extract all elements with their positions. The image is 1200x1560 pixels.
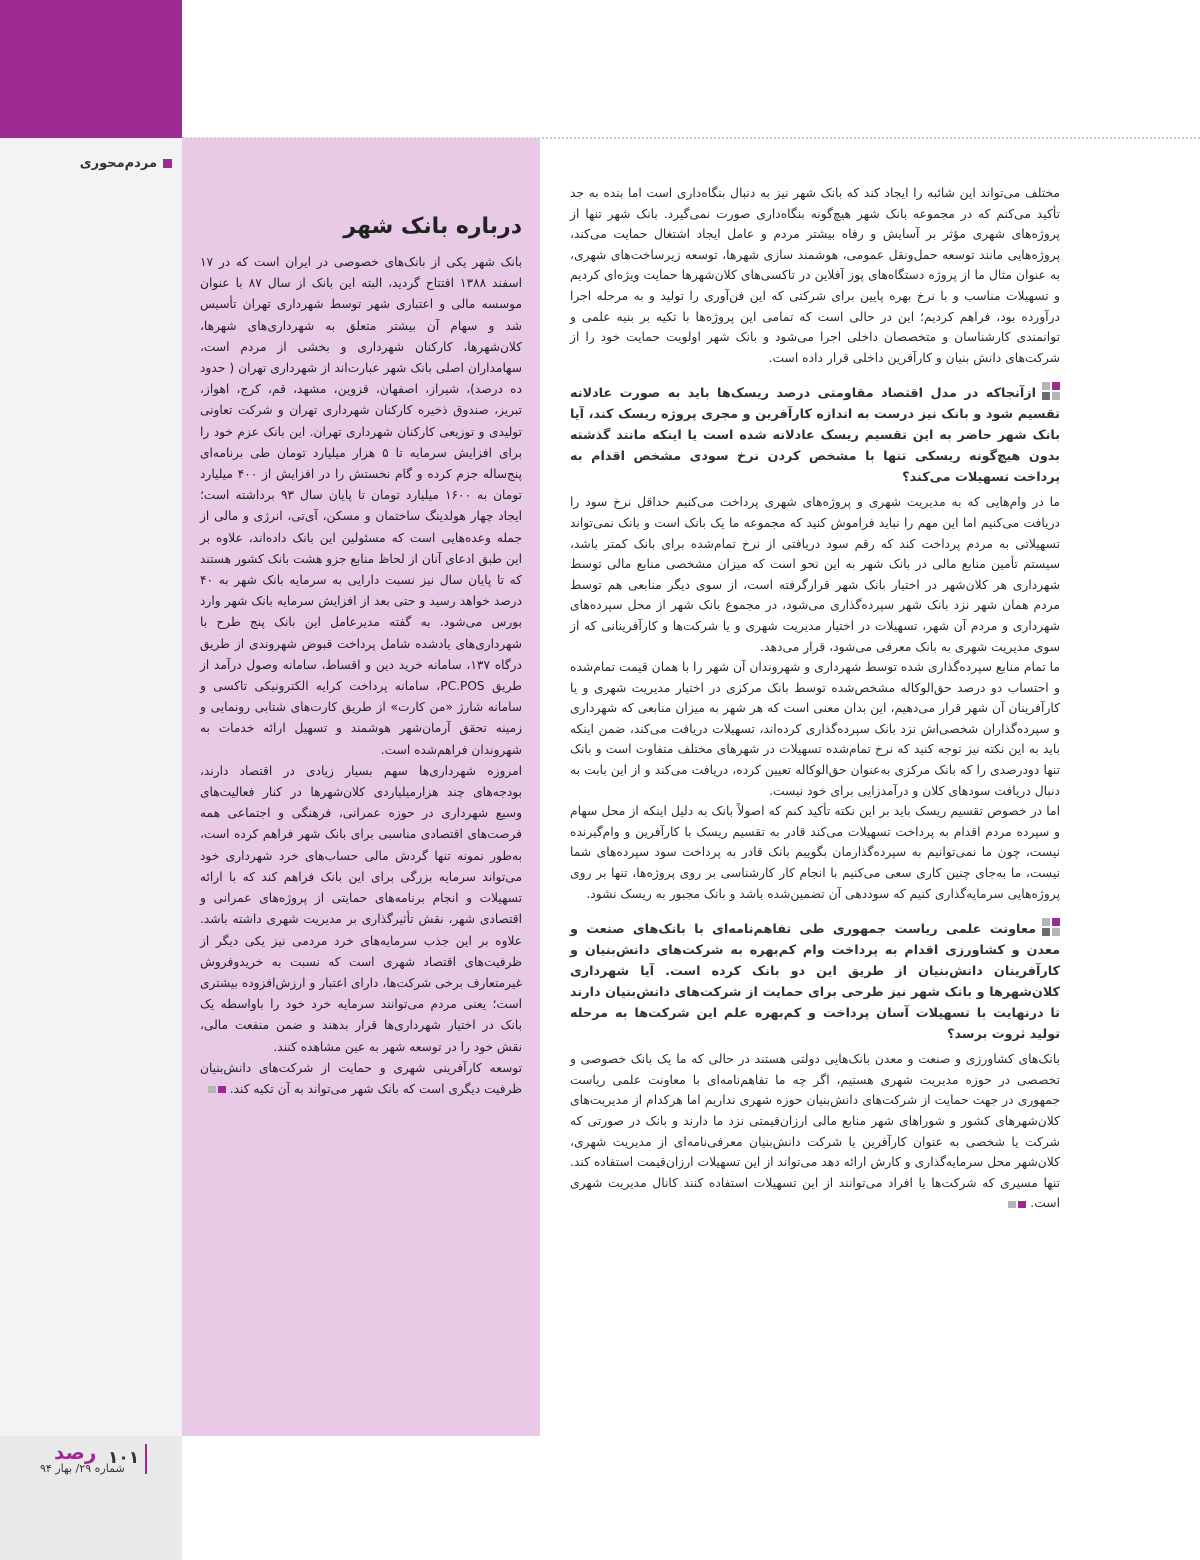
sidebar-paragraph: توسعه کارآفرینی شهری و حمایت از شرکت‌های دانش‌بنیان ظرفیت دیگری است که بانک شهر می‌تواند به آن تکیه کند. [200,1058,522,1101]
end-mark-icon [1006,1194,1026,1215]
article-paragraph: ما تمام منابع سپرده‌گذاری شده توسط شهرداری و شهروندان آن شهر را با همان قیمت تمام‌شده و احتساب دو درصد حق‌الوکاله مشخص‌شده توسط بانک مرکزی در اختیار مدیریت شهری و یا کارآفرینان آن شهر قرار می‌دهیم، این بدان معنی است که هر شهر به میزان منابعی که شهرداری و سپرده‌گذاران شخصی‌اش نزد بانک سپرده‌گذاری کرده‌اند، تسهیلات دریافت می‌کند، ضمن اینکه باید به این نکته نیز توجه کنید که نرخ تمام‌شده تسهیلات در شهرهای مختلف متفاوت است و بانک تنها دودرصدی را که بانک مرکزی به‌عنوان حق‌الوکاله تعیین کرده، دریافت می‌کند و از این بابت به دنبال دریافت سودهای کلان و درآمدزایی برای خود نیست. [570,660,1060,798]
sidebar-paragraph: امروزه شهرداری‌ها سهم بسیار زیادی در اقتصاد دارند، بودجه‌های چند هزارمیلیاردی کلان‌شهرها در کنار فعالیت‌های وسیع شهرداری در حوزه عمرانی، فرهنگی و اجتماعی همه فرصت‌های اقتصادی مناسبی برای بانک شهر فراهم کرده است، به‌طور نمونه تنها گردش مالی حساب‌های خرد شهرداری خود می‌تواند سرمایه بزرگی برای این بانک فراهم کند که با ارائه تسهیلات و انجام برنامه‌های حمایتی از پروژه‌های عمرانی و اقتصادی شهر، نقش تأثیرگذاری بر مدیریت شهری داشته باشد. علاوه بر این جذب سرمایه‌های خرد مردمی نیز یکی دیگر از ظرفیت‌های اقتصاد شهری است که نسبت به خریدوفروش غیرمتعارف برخی شرکت‌ها، دارای اعتبار و ارزش‌افزوده بیشتری است؛ یعنی مردم می‌توانند سرمایه خرد خود را باواسطه یک بانک در اختیار شهرداری‌ها قرار بدهند و ضمن منفعت مالی، نقش خود را در توسعه شهر به عین مشاهده کنند. [200,763,522,1054]
left-margin-strip [0,138,182,1560]
article-paragraph: اما در خصوص تقسیم ریسک باید بر این نکته تأکید کنم که اصولاً بانک به دلیل اینکه از محل سهام و سپرده مردم اقدام به پرداخت تسهیلات می‌کند قادر به تقسیم ریسک با کارآفرین و وام‌گیرنده نیست، چون ما نمی‌توانیم به سپرده‌گذارمان بگوییم بانک قادر به پرداخت سود سپرده‌های شما نیست، ما به‌جای چنین کاری سعی می‌کنیم با انجام کار کارشناسی بر روی پروژه‌ها، تنها بر روی پروژه‌هایی سرمایه‌گذاری کنیم که سوددهی آن تضمین‌شده باشد و بانک مجبور به ریسک نشود. [570,804,1060,901]
interview-question: معاونت علمی ریاست جمهوری طی تفاهم‌نامه‌ای با بانک‌های صنعت و معدن و کشاورزی اقدام به پرداخت وام کم‌بهره به شرکت‌های دانش‌بنیان و کارآفرینان دانش‌بنیان از طریق این دو بانک کرده است. آیا شهرداری کلان‌شهرها و بانک شهر نیز طرحی برای حمایت از شرکت‌های دانش‌بنیان دارند تا درنهایت با تسهیلات آسان پرداخت و کم‌بهره علم این شرکت‌ها به مرحله تولید ثروت برسد؟ [570,918,1060,1045]
end-mark-icon [206,1079,226,1100]
footer-divider [145,1444,147,1474]
article-paragraph: مختلف می‌تواند این شائبه را ایجاد کند که بانک شهر نیز به دنبال بنگاه‌داری است اما بنده به جد تأکید می‌کنم که در مجموعه بانک شهر هیچ‌گونه بنگاه‌داری صورت نمی‌گیرد. بانک شهر تنها از پروژه‌های شهری مؤثر بر آسایش و رفاه بیشتر مردم و عامل ایجاد اشتغال حمایت می‌کند، پروژه‌هایی مانند توسعه حمل‌ونقل عمومی، هوشمند سازی شهرها، توسعه زیرساخت‌های شهری، به عنوان مثال ما از پروژه دستگاه‌های پوز آفلاین در تاکسی‌های کلان‌شهرها حمایت ویژه‌ای کردیم و تسهیلات مناسب و با نرخ بهره پایین برای شرکتی که این فن‌آوری را تولید و به مرحله اجرا درآورده بود، فراهم کردیم؛ این در حالی است که تمامی این پروژه‌ها با تکیه بر بنیه علمی و توانمندی کارشناسان و متخصصان داخلی اجرا می‌شود و بانک شهر اولویت حمایت خود را از شرکت‌های دانش بنیان و کارآفرین داخلی قرار داده است. [570,186,1060,365]
top-color-bar [0,0,182,138]
square-bullet-icon [163,159,172,168]
question-marker-icon [1042,382,1060,400]
sidebar-body [200,252,522,1100]
page-number: ۱۰۱ [108,1448,140,1468]
sidebar-paragraph: بانک شهر یکی از بانک‌های خصوصی در ایران است که در ۱۷ اسفند ۱۳۸۸ افتتاح گردید، البته این بانک از سال ۸۷ با عنوان موسسه مالی و اعتباری شهر توسط شهرداری تهران تأسیس شد و سهام آن بیشتر متعلق به شهرداری‌های شهرها، کلان‌شهرها، کارکنان شهرداری و بخشی از مردم است، سهامداران اصلی بانک شهر عبارت‌اند از شهرداری تهران ( حدود ده درصد)، شیراز، اصفهان، قزوین، مشهد، قم، کرج، اهواز، تبریز، صندوق ذخیره کارکنان شهرداری تهران و شرکت تعاونی تولیدی و توزیعی کارکنان شهرداری تهران. این بانک عزم خود را برای افزایش سرمایه تا ۵ هزار میلیارد تومان طی برنامه‌ای پنج‌ساله جزم کرده و گام نخستش را در افزایش از ۴۰۰ میلیارد تومان به ۱۶۰۰ میلیارد تومان تا پایان سال ۹۳ برداشته است؛ ایجاد چهار هولدینگ ساختمان و مسکن، آی‌تی، انرژی و مالی از جمله وعده‌هایی است که مسئولین این بانک داده‌اند، علاوه بر این طبق ادعای آنان از لحاظ منابع جزو هشت بانک کشور هستند که تا پایان سال نیز نسبت دارایی به سرمایه بانک شهر به ۴۰ درصد خواهد رسید و حتی بعد از افزایش سرمایه بانک شهر وارد بورس می‌شود. به گفته مدیرعامل این بانک پنج طرح با شهرداری‌های یادشده شامل پرداخت قبوض شهروندی از طریق درگاه ۱۳۷، سامانه خرید دین و اقساط، سامانه وصول درآمد از طریق PC.POS، سامانه پرداخت کرایه الکترونیکی تاکسی و سامانه شارژ «من کارت» از طریق کارت‌های شتابی رونمایی و زمینه تحقق آرمان‌شهر هوشمند و تسهیل ارائه خدمات به شهروندان فراهم‌شده است. [200,255,522,757]
section-label [20,156,172,171]
article-paragraph: بانک‌های کشاورزی و صنعت و معدن بانک‌هایی دولتی هستند در حالی که ما یک بانک خصوصی و تخصصی در حوزه مدیریت شهری هستیم، اگر چه ما تفاهم‌نامه‌ای با معاونت علمی ریاست جمهوری در جهت حمایت از شرکت‌های دانش‌بنیان حوزه شهری نداریم اما هرکدام از مدیریت‌های کلان‌شهرهای کشور و شوراهای شهر منابع مالی ارزان‌قیمتی نزد ما دارند و بانک در صورتی که شرکت یا شخصی به عنوان کارآفرین یا شرکت دانش‌بنیان معرفی‌نامه‌ای از مدیریت شهری، کلان‌شهر محل سرمایه‌گذاری و کارش ارائه دهد می‌تواند از این تسهیلات ارزان‌قیمت استفاده کند. تنها مسیری که شرکت‌ها یا افراد می‌توانند از این تسهیلات استفاده کنند کانال مدیریت شهری است. [570,1049,1060,1214]
interview-question: ازآنجاکه در مدل اقتصاد مقاومتی درصد ریسک‌ها باید به صورت عادلانه تقسیم شود و بانک نیز درست به اندازه کارآفرین و مجری پروژه ریسک کند، آیا بانک شهر حاضر به این تقسیم ریسک عادلانه شده است یا اینکه مانند گذشته بدون هیچ‌گونه ریسکی تنها با مشخص کردن نرخ سودی مشخص اقدام به پرداخت تسهیلات می‌کند؟ [570,382,1060,488]
main-article [570,183,1060,1214]
section-label-text: مردم‌محوری [79,156,157,171]
sidebar-title: درباره بانک شهر [343,214,522,239]
magazine-logo: رصد [54,1440,97,1464]
article-paragraph: ما در وام‌هایی که به مدیریت شهری و پروژه‌های شهری پرداخت می‌کنیم حداقل نرخ سود را دریافت می‌کنیم اما این مهم را نباید فراموش کنید که مجموعه ما یک بانک است و بانک نمی‌تواند تسهیلاتی به مردم پرداخت کند که رقم سود دریافتی از نرخ تمام‌شده برای بانک کمتر باشد، سیستم تأمین منابع مالی در بانک شهر به این نحو است که میزان مشخصی منابع مالی توسط شهرداری هر کلان‌شهر در اختیار بانک شهر قرارگرفته است، از سوی دیگر منابعی هم توسط مردم همان شهر نزد بانک شهر سپرده‌گذاری می‌شود، در مجموع بانک شهر از محل سپرده‌های شهرداری و مردم آن شهر، تسهیلات در اختیار مدیریت شهری و یا شرکت‌ها و کارآفرینانی که از سوی مدیریت شهری به بانک معرفی می‌شود، قرار می‌دهد. [570,495,1060,654]
issue-info: شماره ۲۹/ بهار ۹۴ [40,1462,125,1475]
question-marker-icon [1042,918,1060,936]
